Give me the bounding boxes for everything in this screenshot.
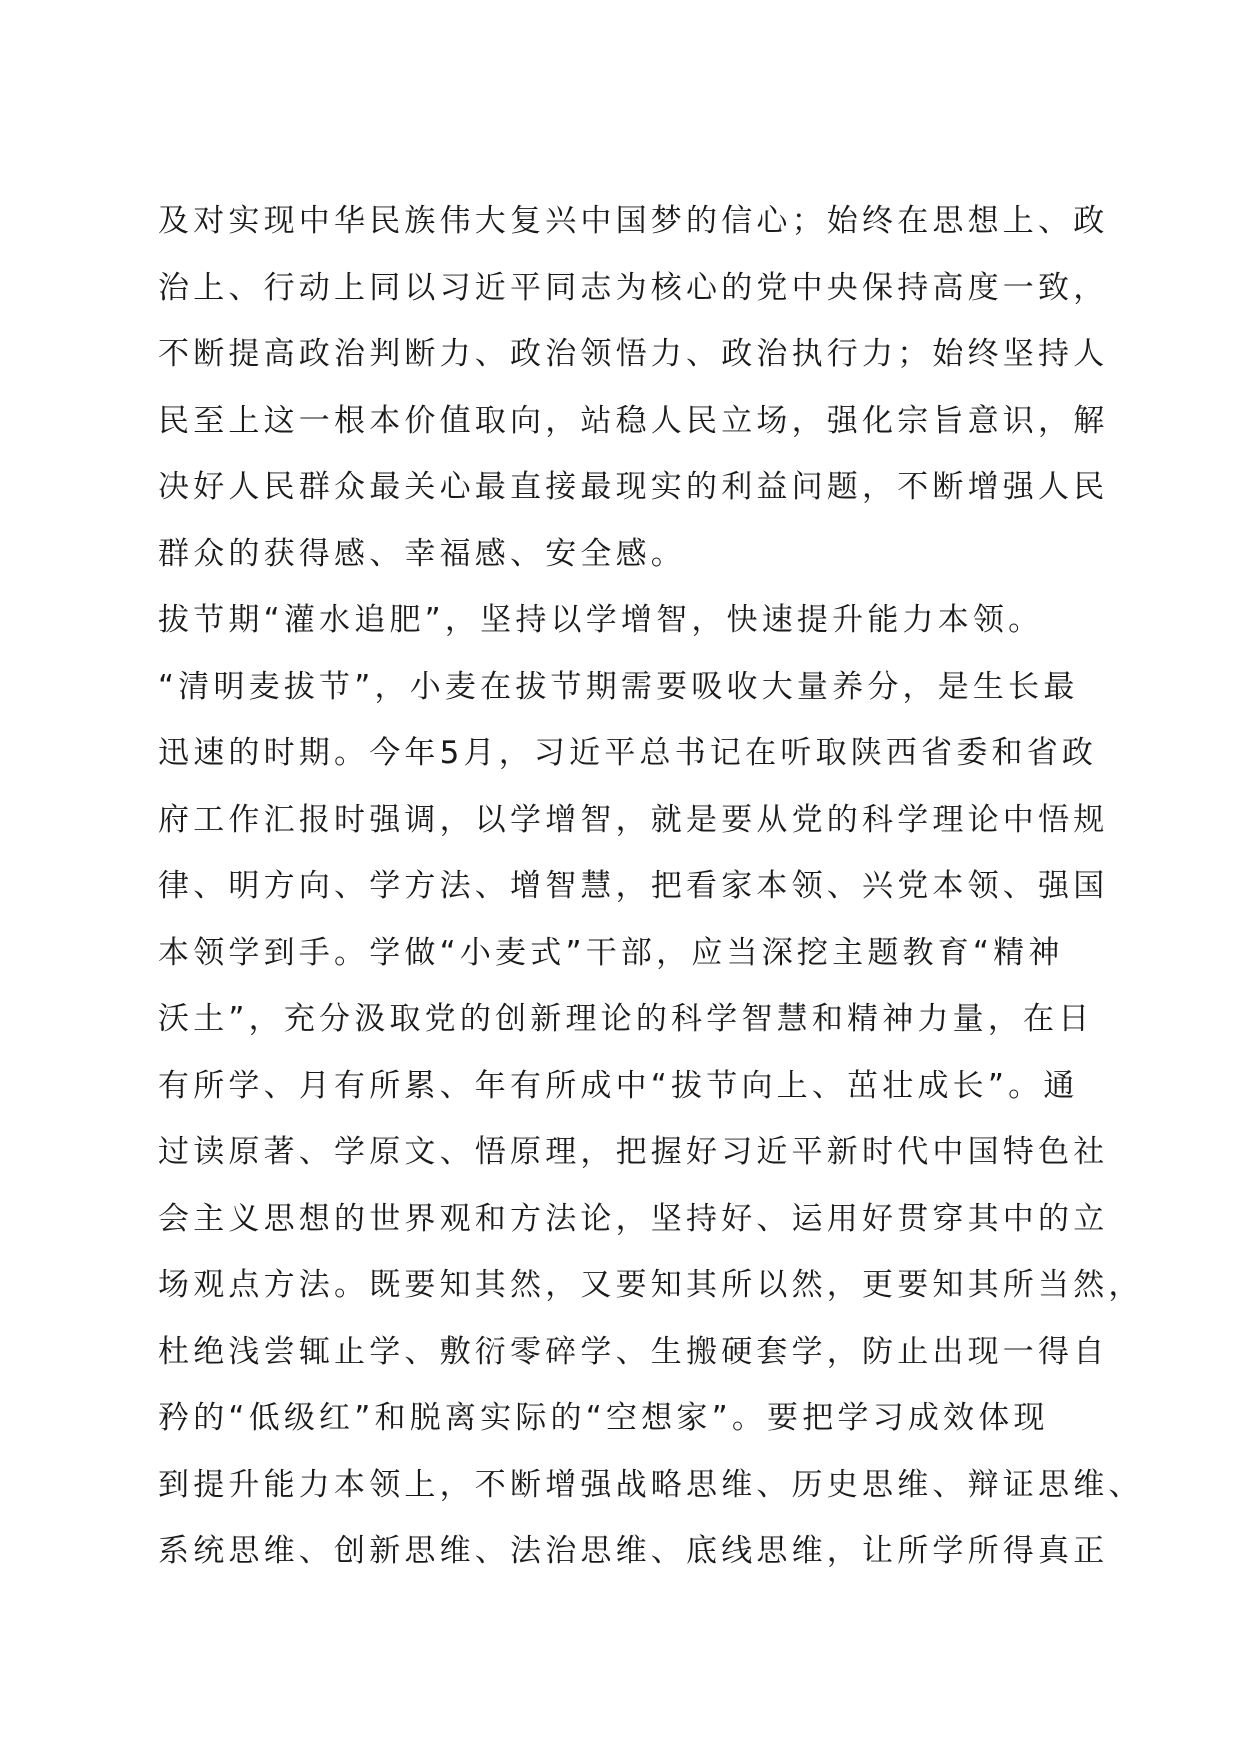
text-line: 律、明方向、学方法、增智慧，把看家本领、兴党本领、强国 [158,868,1109,904]
text-line: 拔节期“灌水追肥”，坚持以学增智，快速提升能力本领。 [158,602,1044,638]
text-line: 民至上这一根本价值取向，站稳人民立场，强化宗旨意识，解 [158,402,1109,439]
text-line: 系统思维、创新思维、法治思维、底线思维，让所学所得真正 [158,1533,1109,1569]
text-line: 迅速的时期。今年5月，习近平总书记在听取陕西省委和省政 [158,735,1098,771]
text-line: 矜的“低级红”和脱离实际的“空想家”。要把学习成效体现 [158,1400,1049,1436]
text-line: 到提升能力本领上，不断增强战略思维、历史思维、辩证思维、 [158,1466,1144,1503]
text-line: 府工作汇报时强调，以学增智，就是要从党的科学理论中悟规 [158,801,1109,838]
text-line: 过读原著、学原文、悟原理，把握好习近平新时代中国特色社 [158,1134,1109,1170]
text-line: 本领学到手。学做“小麦式”干部，应当深挖主题教育“精神 [158,934,1064,971]
body-text [158,188,1144,1585]
text-line: 场观点方法。既要知其然，又要知其所以然，更要知其所当然， [158,1267,1144,1303]
text-line: 群众的获得感、幸福感、安全感。 [158,535,686,572]
text-line: 杜绝浅尝辄止学、敷衍零碎学、生搬硬套学，防止出现一得自 [158,1333,1109,1370]
text-line: 不断提高政治判断力、政治领悟力、政治执行力；始终坚持人 [158,336,1109,372]
text-line: 治上、行动上同以习近平同志为核心的党中央保持高度一致， [158,269,1109,306]
text-line: 沃土”，充分汲取党的创新理论的科学智慧和精神力量，在日 [158,1001,1094,1037]
text-line: 有所学、月有所累、年有所成中“拔节向上、茁壮成长”。通 [158,1067,1079,1104]
text-line: 及对实现中华民族伟大复兴中国梦的信心；始终在思想上、政 [158,203,1109,239]
text-line: 会主义思想的世界观和方法论，坚持好、运用好贯穿其中的立 [158,1200,1109,1237]
text-line: “清明麦拔节”，小麦在拔节期需要吸收大量养分，是生长最 [158,668,1079,705]
text-line: 决好人民群众最关心最直接最现实的利益问题，不断增强人民 [158,469,1109,505]
